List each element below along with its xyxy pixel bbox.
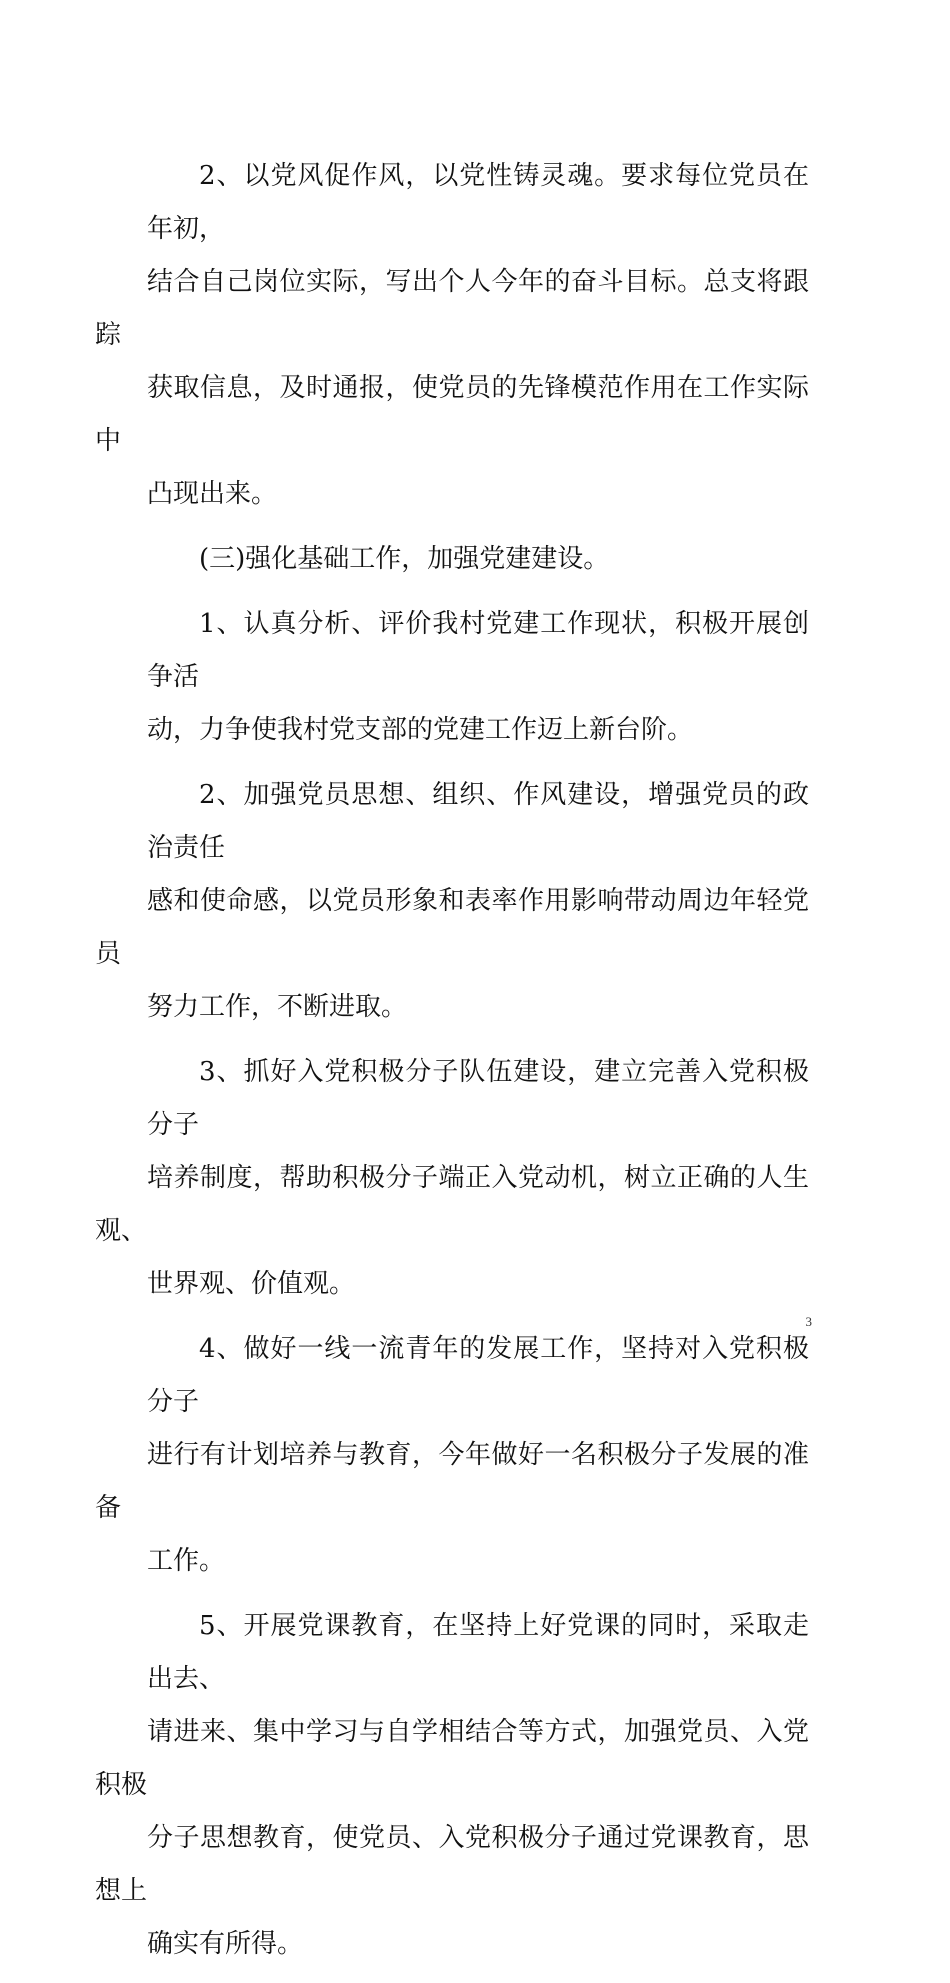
paragraph bbox=[95, 1600, 809, 1971]
text-line: 1、认真分析、评价我村党建工作现状，积极开展创争活 bbox=[147, 609, 809, 692]
text-line: 5、开展党课教育，在坚持上好党课的同时，采取走出去、 bbox=[147, 1611, 809, 1694]
paragraph bbox=[147, 598, 809, 757]
document-body bbox=[95, 150, 809, 1983]
text-line: 培养制度，帮助积极分子端正入党动机，树立正确的人生观、 bbox=[95, 1163, 809, 1246]
text-line: 2、以党风促作风，以党性铸灵魂。要求每位党员在年初， bbox=[147, 161, 809, 244]
text-line: 进行有计划培养与教育，今年做好一名积极分子发展的准备 bbox=[95, 1440, 809, 1523]
paragraph bbox=[95, 1323, 809, 1588]
text-line: 工作。 bbox=[147, 1546, 226, 1576]
text-line: 3、抓好入党积极分子队伍建设，建立完善入党积极分子 bbox=[147, 1057, 809, 1140]
text-line: 确实有所得。 bbox=[147, 1929, 304, 1959]
text-line: 动，力争使我村党支部的党建工作迈上新台阶。 bbox=[147, 715, 694, 745]
paragraph bbox=[95, 769, 809, 1034]
text-line: 凸现出来。 bbox=[147, 479, 278, 509]
page-number: 3 bbox=[805, 1314, 812, 1329]
text-line: 努力工作，不断进取。 bbox=[147, 992, 408, 1022]
text-line: 感和使命感，以党员形象和表率作用影响带动周边年轻党员 bbox=[95, 886, 809, 969]
text-line: 获取信息，及时通报，使党员的先锋模范作用在工作实际中 bbox=[95, 373, 809, 456]
paragraph bbox=[95, 1046, 809, 1311]
text-line: 世界观、价值观。 bbox=[147, 1269, 356, 1299]
paragraph bbox=[95, 150, 809, 521]
text-line: 分子思想教育，使党员、入党积极分子通过党课教育，思想上 bbox=[95, 1823, 809, 1906]
text-line: 2、加强党员思想、组织、作风建设，增强党员的政治责任 bbox=[147, 780, 809, 863]
text-line: (三)强化基础工作，加强党建建设。 bbox=[199, 544, 610, 574]
section-heading bbox=[147, 533, 809, 586]
text-line: 请进来、集中学习与自学相结合等方式，加强党员、入党积极 bbox=[95, 1717, 809, 1800]
text-line: 结合自己岗位实际，写出个人今年的奋斗目标。总支将跟踪 bbox=[95, 267, 809, 350]
text-line: 4、做好一线一流青年的发展工作，坚持对入党积极分子 bbox=[147, 1334, 809, 1417]
